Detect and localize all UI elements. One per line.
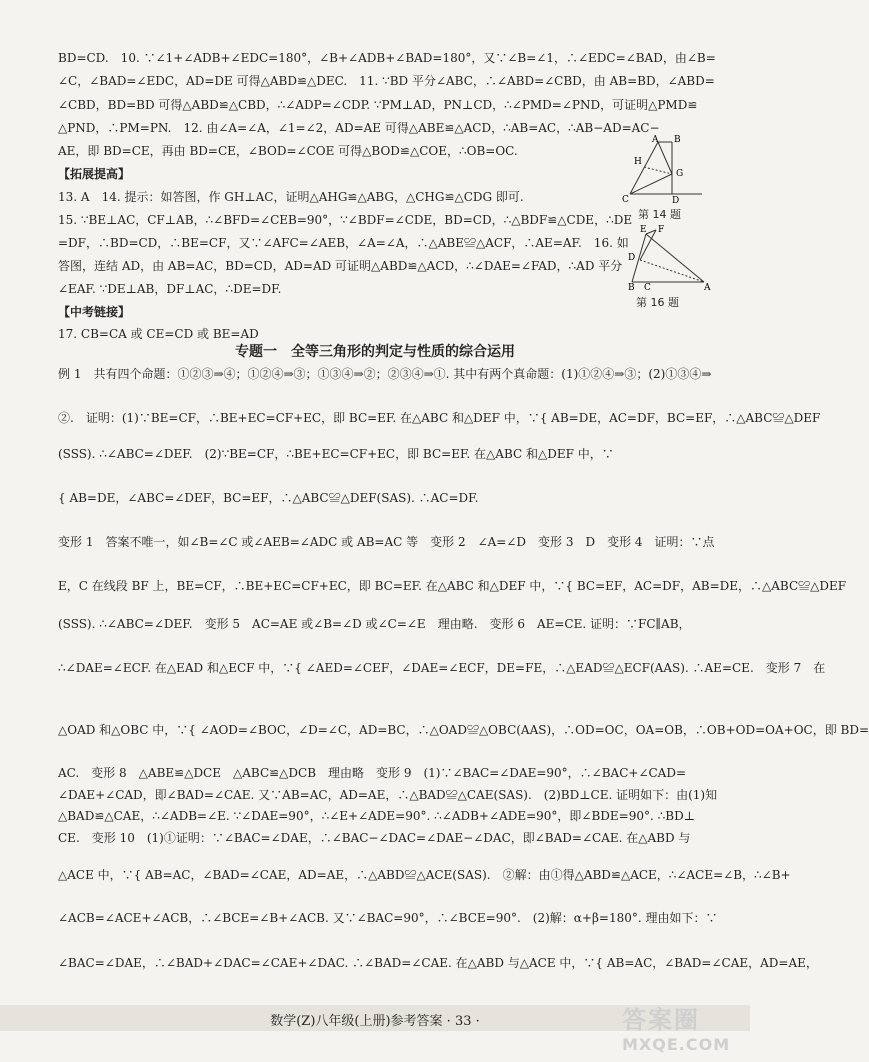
section-heading: 【拓展提高】: [58, 167, 131, 181]
fig16-label-f: F: [658, 225, 665, 235]
text-line: ∠CBD，BD=BD 可得△ABD≌△CBD，∴∠ADP=∠CDP. ∵PM⊥AD，PN⊥CD，∴∠PMD=∠PND，可证明△PMD≌: [58, 98, 698, 112]
fig16-label-a: A: [704, 283, 711, 293]
text-line: 变形 1 答案不唯一，如∠B=∠C 或∠AEB=∠ADC 或 AB=AC 等 变形 2 ∠A=∠D 变形 3 D 变形 4 证明：∵点: [58, 535, 715, 549]
text-line: △PND，∴PM=PN. 12. 由∠A=∠A，∠1=∠2，AD=AE 可得△ABE≌△ACD，∴AB=AC，∴AB−AD=AC−: [58, 121, 660, 135]
text-line: AE，即 BD=CE，再由 BD=CE，∠BOD=∠COE 可得△BOD≌△COE，∴OB=OC.: [58, 144, 518, 158]
text-line: ∠BAC=∠DAE，∴∠BAD+∠DAC=∠CAE+∠DAC. ∴∠BAD=∠CAE. 在△ABD 与△ACE 中，∵{ AB=AC，∠BAD=∠CAE，AD=AE，: [58, 956, 818, 970]
fig14-label-c: C: [622, 195, 629, 205]
text-line: (SSS). ∴∠ABC=∠DEF. 变形 5 AC=AE 或∠B=∠D 或∠C=∠E 理由略. 变形 6 AE=CE. 证明：∵FC∥AB，: [58, 617, 691, 631]
text-line: △BAD≌△CAE，∴∠ADB=∠E. ∵∠DAE=90°，∴∠E+∠ADE=90°. ∴∠ADB+∠ADE=90°，即∠BDE=90°. ∴BD⊥: [58, 809, 695, 823]
fig16-label-e: E: [640, 225, 647, 235]
text-line: △ACE 中，∵{ AB=AC，∠BAD=∠CAE，AD=AE，∴△ABD≌△ACE(SAS). ②解：由①得△ABD≌△ACE，∴∠ACE=∠B，∴∠B+: [58, 868, 791, 882]
text-line: 例 1 共有四个命题：①②③⇒④；①②④⇒③；①③④⇒②；②③④⇒①. 其中有两个真命题：(1)①②④⇒③；(2)①③④⇒: [58, 367, 712, 381]
text-line: 答图，连结 AD，由 AB=AC，BD=CD，AD=AD 可证明△ABD≌△ACD，∴∠DAE=∠FAD，∴AD 平分: [58, 259, 623, 273]
text-line: ∠ACB=∠ACE+∠ACB，∴∠BCE=∠B+∠ACB. 又∵∠BAC=90°，∴∠BCE=90°. (2)解：α+β=180°. 理由如下：∵: [58, 911, 718, 925]
text-line: AC. 变形 8 △ABE≌△DCE △ABC≌△DCB 理由略 变形 9 (1)∵∠BAC=∠DAE=90°，∴∠BAC+∠CAD=: [58, 766, 687, 780]
text-line: CE. 变形 10 (1)①证明：∵∠BAC=∠DAE，∴∠BAC−∠DAC=∠DAE−∠DAC，即∠BAD=∠CAE. 在△ABD 与: [58, 831, 691, 845]
watermark: [622, 1000, 742, 1056]
text-line: ∠EAF. ∵DE⊥AB，DF⊥AC，∴DE=DF.: [58, 282, 282, 296]
text-line: ∠DAE+∠CAD，即∠BAD=∠CAE. 又∵AB=AC，AD=AE，∴△BAD≌△CAE(SAS). (2)BD⊥CE. 证明如下：由(1)知: [58, 788, 718, 802]
fig16-label-b: B: [628, 283, 635, 293]
text-line: ∴∠DAE=∠ECF. 在△EAD 和△ECF 中，∵{ ∠AED=∠CEF，∠DAE=∠ECF，DE=FE，∴△EAD≌△ECF(AAS). ∴AE=CE. 变形 7 在: [58, 661, 826, 675]
text-line: E，C 在线段 BF 上，BE=CF，∴BE+EC=CF+EC，即 BC=EF. 在△ABC 和△DEF 中，∵{ BC=EF，AC=DF，AB=DE，∴△ABC≌△DEF: [58, 579, 847, 593]
text-line: 17. CB=CA 或 CE=CD 或 BE=AD: [58, 327, 259, 341]
fig14-label-d: D: [672, 196, 680, 206]
text-line: BD=CD. 10. ∵∠1+∠ADB+∠EDC=180°，∠B+∠ADB+∠BAD=180°，又∵∠B=∠1，∴∠EDC=∠BAD，由∠B=: [58, 51, 716, 65]
figure-14-diagram: [622, 134, 708, 204]
fig14-label-a: A: [652, 135, 659, 145]
topic-title: 专题一 全等三角形的判定与性质的综合运用: [235, 344, 515, 360]
text-line: { AB=DE，∠ABC=∠DEF，BC=EF，∴△ABC≌△DEF(SAS). ∴AC=DF.: [58, 491, 479, 505]
text-line: ∠C，∠BAD=∠EDC，AD=DE 可得△ABD≌△DEC. 11. ∵BD 平分∠ABC，∴∠ABD=∠CBD，由 AB=BD，∠ABD=: [58, 74, 715, 88]
figure-16-diagram: [620, 224, 710, 292]
watermark-line1: 答案圈: [622, 1006, 700, 1034]
fig14-label-g: G: [676, 169, 684, 179]
text-line: △OAD 和△OBC 中，∵{ ∠AOD=∠BOC，∠D=∠C，AD=BC，∴△OAD≌△OBC(AAS)，∴OD=OC，OA=OB，∴OB+OD=OA+OC，即 BD=: [58, 723, 869, 737]
text-line: =DF，∴BD=CD，∴BE=CF，又∵∠AFC=∠AEB，∠A=∠A，∴△ABE≌△ACF，∴AE=AF. 16. 如: [58, 236, 629, 250]
page-footer: 数学(Z)八年级(上册)参考答案 · 33 ·: [270, 1014, 480, 1029]
fig14-label-h: H: [634, 157, 642, 167]
text-line: ②. 证明：(1)∵BE=CF，∴BE+EC=CF+EC，即 BC=EF. 在△ABC 和△DEF 中，∵{ AB=DE，AC=DF，BC=EF，∴△ABC≌△DEF: [58, 411, 821, 425]
figure-16-caption: 第 16 题: [636, 296, 679, 309]
fig14-label-b: B: [674, 135, 681, 145]
section-heading: 【中考链接】: [58, 305, 131, 319]
text-line: (SSS). ∴∠ABC=∠DEF. (2)∵BE=CF，∴BE+EC=CF+EC，即 BC=EF. 在△ABC 和△DEF 中，∵: [58, 447, 614, 461]
figure-14-caption: 第 14 题: [638, 208, 681, 221]
text-line: 15. ∵BE⊥AC，CF⊥AB，∴∠BFD=∠CEB=90°，∵∠BDF=∠CDE，BD=CD，∴△BDF≌△CDE，∴DE: [58, 213, 633, 227]
watermark-line2: MXQE.COM: [622, 1035, 731, 1054]
fig16-label-c: C: [644, 283, 651, 293]
fig16-label-d: D: [628, 253, 636, 263]
text-line: 13. A 14. 提示：如答图，作 GH⊥AC，证明△AHG≌△ABG，△CHG≌△CDG 即可.: [58, 190, 524, 204]
